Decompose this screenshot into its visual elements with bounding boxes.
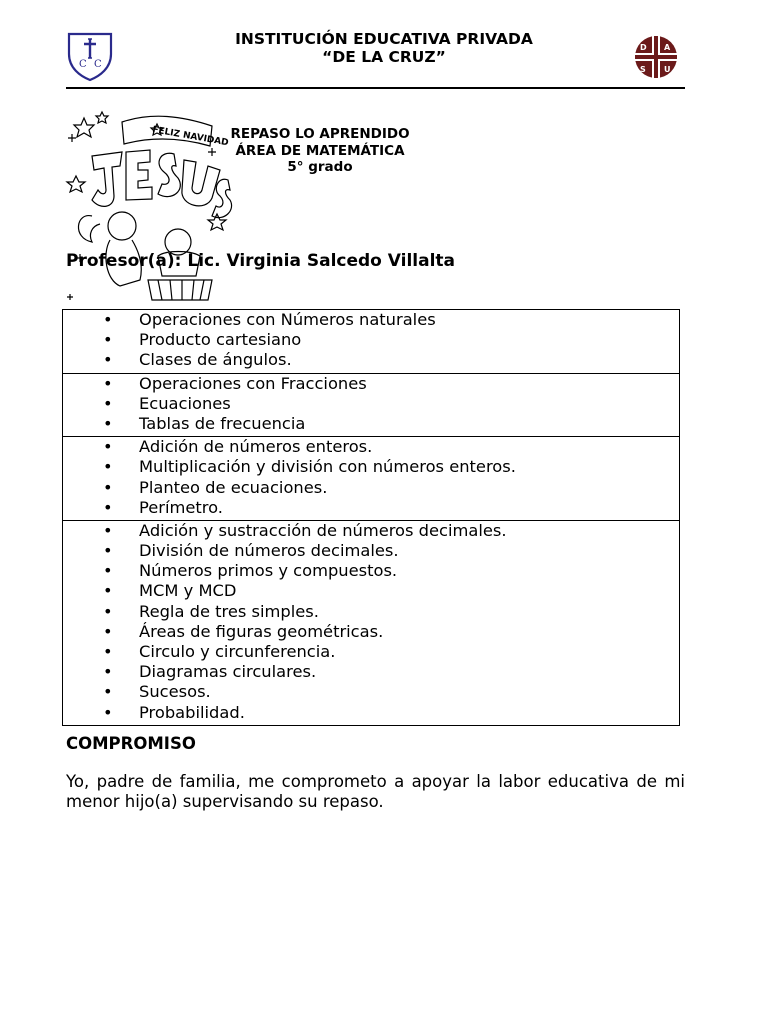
topic-item	[63, 561, 679, 581]
topic-text: Ecuaciones	[139, 393, 231, 413]
topic-item	[63, 374, 679, 394]
bullet-icon: •	[103, 682, 113, 702]
bullet-icon: •	[103, 561, 113, 581]
topics-table-body	[63, 310, 680, 726]
bullet-icon: •	[103, 520, 113, 540]
header-divider	[66, 87, 685, 89]
topic-text: Clases de ángulos.	[139, 350, 292, 370]
topic-item	[63, 662, 679, 682]
seal-letter-2: A	[664, 43, 671, 52]
topic-text: Multiplicación y división con números enteros.	[139, 457, 516, 477]
topics-list	[63, 437, 679, 518]
topics-cell	[63, 310, 680, 374]
bullet-icon: •	[103, 393, 113, 413]
topic-text: Circulo y circunferencia.	[139, 642, 336, 661]
topics-row	[63, 310, 680, 374]
bullet-icon: •	[103, 662, 113, 682]
bullet-icon: •	[103, 373, 113, 393]
topic-text: Perímetro.	[139, 497, 223, 517]
topics-cell	[63, 373, 680, 437]
topics-table	[62, 309, 680, 726]
topic-text: Números primos y compuestos.	[139, 561, 398, 581]
topic-item	[63, 350, 679, 370]
bullet-icon: •	[103, 437, 113, 457]
logo-left-letter-2: C	[94, 59, 102, 70]
bullet-icon: •	[103, 413, 113, 433]
topic-item	[63, 394, 679, 414]
topic-text: Producto cartesiano	[139, 330, 302, 350]
document-subtitles	[150, 126, 490, 176]
seal-letter-4: U	[664, 65, 671, 74]
bullet-icon: •	[103, 457, 113, 477]
topic-item	[63, 581, 679, 601]
topic-text: Adición de números enteros.	[139, 437, 373, 457]
topics-list	[63, 521, 679, 723]
bullet-icon: •	[103, 477, 113, 497]
topic-item	[63, 602, 679, 622]
topic-text: Operaciones con Fracciones	[139, 373, 367, 393]
topics-cell	[63, 520, 680, 725]
topic-text: Diagramas circulares.	[139, 662, 317, 682]
bullet-icon: •	[103, 621, 113, 641]
bullet-icon: •	[103, 497, 113, 517]
subtitle-area: ÁREA DE MATEMÁTICA	[235, 142, 405, 159]
topics-cell	[63, 437, 680, 521]
topic-text: MCM y MCD	[139, 581, 237, 601]
topics-row	[63, 437, 680, 521]
topic-text: Sucesos.	[139, 682, 211, 702]
topic-item	[63, 478, 679, 498]
school-shield-logo	[66, 30, 114, 82]
bullet-icon: •	[103, 310, 113, 329]
topic-text: Probabilidad.	[139, 702, 245, 722]
topic-item	[63, 541, 679, 561]
topic-text: Adición y sustracción de números decimales.	[139, 520, 507, 540]
topics-list	[63, 374, 679, 435]
seal-letter-3: S	[640, 65, 646, 74]
topic-item	[63, 310, 679, 330]
institution-line-1: INSTITUCIÓN EDUCATIVA PRIVADA	[235, 30, 533, 48]
topic-item	[63, 622, 679, 642]
institution-title	[150, 30, 618, 66]
cross-seal-logo	[631, 34, 681, 80]
topics-row	[63, 520, 680, 725]
clipart-banner-text: FELIZ NAVIDAD	[151, 125, 230, 149]
topics-list	[63, 310, 679, 371]
subtitle-grade: 5° grado	[287, 159, 353, 175]
topic-text: Planteo de ecuaciones.	[139, 477, 328, 497]
bullet-icon: •	[103, 581, 113, 601]
bullet-icon: •	[103, 702, 113, 722]
shield-cross-icon	[66, 30, 114, 82]
topic-item	[63, 521, 679, 541]
topic-item	[63, 457, 679, 477]
institution-line-2: “DE LA CRUZ”	[322, 48, 446, 66]
logo-left-letter-1: C	[79, 59, 87, 70]
compromiso-heading: COMPROMISO	[66, 734, 196, 753]
cross-seal-icon	[631, 34, 681, 80]
topic-item	[63, 682, 679, 702]
topic-item	[63, 703, 679, 723]
topic-text: Regla de tres simples.	[139, 601, 319, 621]
bullet-icon: •	[103, 601, 113, 621]
topic-text: Tablas de frecuencia	[139, 413, 306, 433]
topic-item	[63, 498, 679, 518]
topic-text: Áreas de figuras geométricas.	[139, 621, 384, 641]
topic-text: Operaciones con Números naturales	[139, 310, 436, 329]
bullet-icon: •	[103, 541, 113, 561]
topic-item	[63, 330, 679, 350]
bullet-icon: •	[103, 330, 113, 350]
topic-text: División de números decimales.	[139, 541, 399, 561]
subtitle-review: REPASO LO APRENDIDO	[230, 126, 410, 142]
compromiso-text: Yo, padre de familia, me comprometo a apoyar la labor educativa de mi menor hijo(a) supervisando su repaso.	[66, 772, 685, 811]
topic-item	[63, 642, 679, 662]
topic-item	[63, 414, 679, 434]
seal-letter-1: D	[640, 43, 647, 52]
topics-row	[63, 373, 680, 437]
bullet-icon: •	[103, 642, 113, 661]
topic-item	[63, 437, 679, 457]
bullet-icon: •	[103, 350, 113, 370]
teacher-name: Profesor(a): Lic. Virginia Salcedo Villalta	[66, 251, 456, 271]
